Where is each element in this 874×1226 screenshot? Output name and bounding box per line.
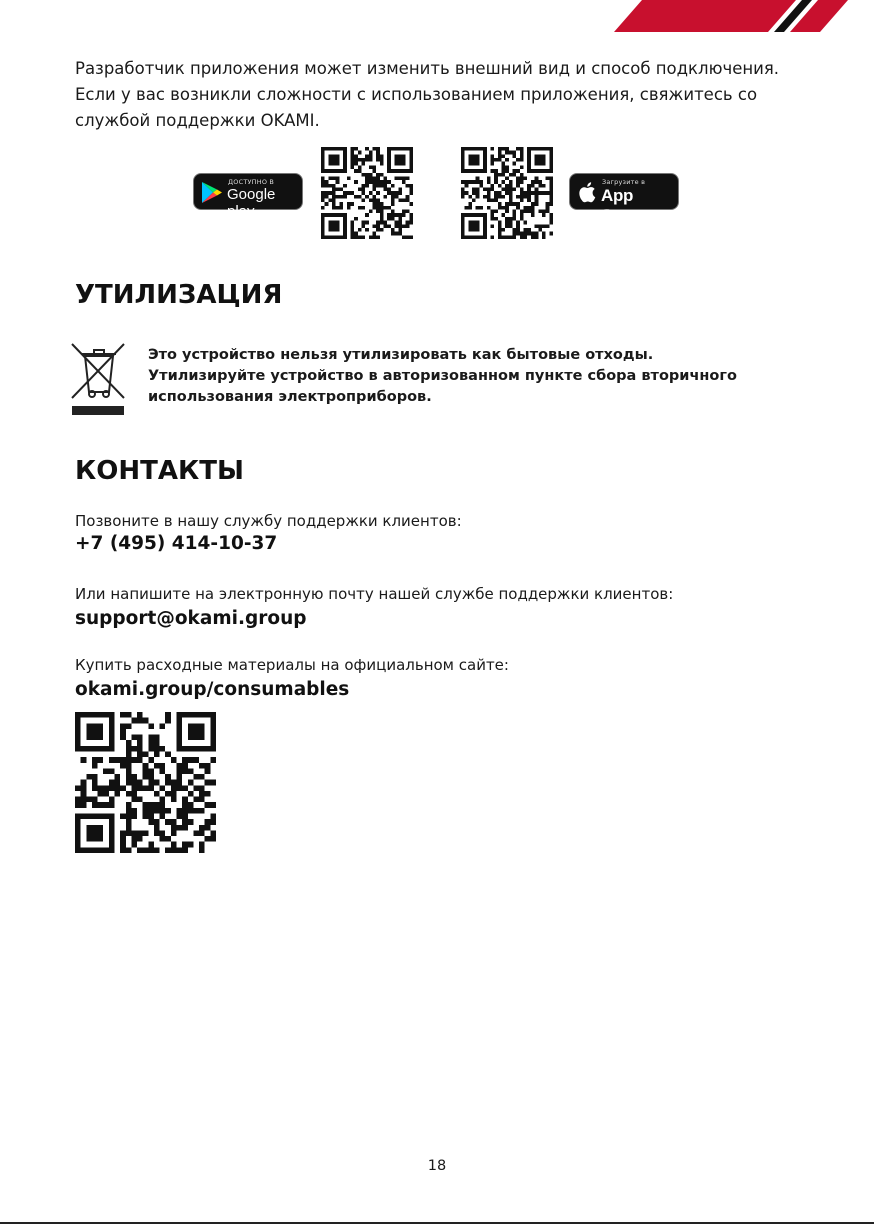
google-play-icon <box>201 181 223 204</box>
disposal-line: Это устройство нельзя утилизировать как бытовые отходы. <box>148 347 654 363</box>
google-play-badge[interactable] <box>193 173 303 220</box>
qr-pattern <box>321 147 413 239</box>
email-label: Или напишите на электронную почту нашей службе поддержки клиентов: <box>75 585 674 603</box>
qr-code-android[interactable] <box>321 147 413 239</box>
intro-text <box>75 56 795 134</box>
disposal-heading: УТИЛИЗАЦИЯ <box>75 280 283 310</box>
bottom-rule <box>0 1222 874 1224</box>
site-link[interactable]: okami.group/consumables <box>75 679 350 700</box>
site-label: Купить расходные материалы на официальном сайте: <box>75 656 509 674</box>
page-number: 18 <box>427 1158 447 1174</box>
app-store-badge-caption: Загрузите в <box>602 178 646 186</box>
disposal-line: использования электроприборов. <box>148 389 432 405</box>
email-address[interactable]: support@okami.group <box>75 608 307 629</box>
disposal-text <box>148 345 788 408</box>
qr-pattern <box>75 712 216 853</box>
qr-code-ios[interactable] <box>461 147 553 239</box>
google-badge-title: Google play <box>227 186 276 220</box>
disposal-line: Утилизируйте устройство в авторизованном пункте сбора вторичного <box>148 368 737 384</box>
app-store-badge-title: App Store <box>601 186 643 225</box>
intro-line: службой поддержки OKAMI. <box>75 111 320 130</box>
intro-line: Если у вас возникли сложности с использованием приложения, свяжитесь со <box>75 85 758 104</box>
apple-icon <box>578 181 596 203</box>
header-decoration <box>484 0 874 32</box>
qr-pattern <box>461 147 553 239</box>
google-badge-caption: ДОСТУПНО В <box>228 178 275 186</box>
qr-code-consumables[interactable] <box>75 712 216 853</box>
phone-label: Позвоните в нашу службу поддержки клиентов: <box>75 512 462 530</box>
crossed-bin-icon <box>70 342 128 418</box>
contacts-heading: КОНТАКТЫ <box>75 456 244 486</box>
phone-number[interactable]: +7 (495) 414-10-37 <box>75 533 278 554</box>
app-store-badge[interactable] <box>569 173 679 225</box>
intro-line: Разработчик приложения может изменить внешний вид и способ подключения. <box>75 59 780 78</box>
